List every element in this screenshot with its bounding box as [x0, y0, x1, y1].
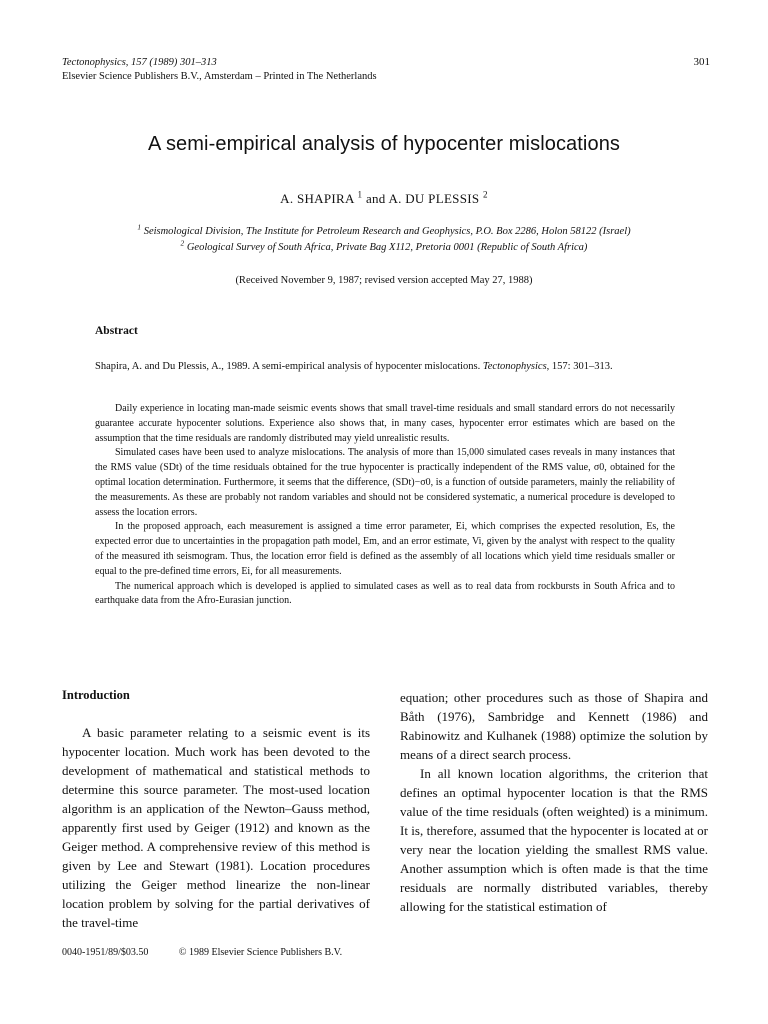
- citation-journal: Tectonophysics,: [482, 361, 550, 372]
- body-paragraph: A basic parameter relating to a seismic event is its hypocenter location. Much work has been devoted to the development of mathematical and statistical methods to determine this source parameter. The most-used location algorithm is an application of the Newton–Gauss method, apparently first used by Geiger (1912) and known as the Geiger method. A comprehensive review of this method is given by Lee and Stewart (1981). Location procedures utilizing the Geiger method linearize the non-linear location problem by solving for the partial derivatives of the travel-time: [62, 725, 370, 930]
- abstract-body: [95, 402, 675, 609]
- affiliation-1-mark: 1: [137, 222, 142, 232]
- publisher-line: Elsevier Science Publishers B.V., Amsterdam – Printed in The Netherlands: [62, 71, 377, 82]
- affiliation-1-text: Seismological Division, The Institute for Petroleum Research and Geophysics, P.O. Box 2286, Holon 58122 (Israel): [143, 226, 631, 237]
- left-column: [62, 723, 370, 932]
- right-column: [400, 688, 708, 916]
- affiliation-2: [0, 240, 768, 256]
- body-paragraph: In all known location algorithms, the criterion that defines an optimal hypocenter location is that the RMS value of the time residuals (often weighted) is a minimum. It is, therefore, assumed that the hypocenter is located at or very near the location yielding the smallest RMS value. Another assumption which is often made is that the time residuals are normally distributed variables, thereby allowing for the statistical estimation of: [400, 766, 708, 914]
- abstract-paragraph: The numerical approach which is developed is applied to simulated cases as well as to real data from rockbursts in South Africa and to earthquake data from the Afro-Eurasian junction.: [95, 580, 675, 607]
- paper-title: A semi-empirical analysis of hypocenter mislocations: [147, 133, 621, 155]
- author-2-affil-mark: 2: [482, 189, 488, 200]
- author-2: A. DU PLESSIS: [388, 191, 480, 206]
- section-heading-introduction: Introduction: [62, 688, 130, 702]
- affiliations: [0, 224, 768, 256]
- citation-authors-title: Shapira, A. and Du Plessis, A., 1989. A semi-empirical analysis of hypocenter mislocations.: [95, 361, 483, 372]
- abstract-paragraph: Daily experience in locating man-made seismic events shows that small travel-time residuals and small standard errors do not necessarily guarantee accurate hypocenter solutions. Experience also shows that, in many cases, hypocenter error estimates which are based on the assumption that the time residuals are randomly distributed may yield unrealistic results.: [95, 403, 675, 444]
- running-header: [62, 56, 377, 84]
- body-paragraph: equation; other procedures such as those of Shapira and Båth (1976), Sambridge and Kennett (1986) and Rabinowitz and Kulhanek (1988) optimize the solution by means of a direct search process.: [400, 690, 708, 762]
- abstract-paragraph: In the proposed approach, each measurement is assigned a time error parameter, Ei, which comprises the expected resolution, Es, the expected error due to uncertainties in the propagation path model, Em, and an error estimate, Vi, given by the analyst with respect to the quality of the measured ith seismogram. Thus, the location error field is defined as the assembly of all locations which yield time residuals smaller or equal to the pre-defined time errors, Ei, for all measurements.: [95, 521, 675, 577]
- copyright-notice: © 1989 Elsevier Science Publishers B.V.: [178, 947, 343, 958]
- journal-citation-line: Tectonophysics, 157 (1989) 301–313: [62, 57, 217, 68]
- received-dates: (Received November 9, 1987; revised version accepted May 27, 1988): [235, 275, 533, 286]
- page-footer: [62, 947, 370, 958]
- issn-price-code: 0040-1951/89/$03.50: [62, 947, 149, 958]
- author-conjunction: and: [365, 191, 389, 206]
- author-1-affil-mark: 1: [357, 189, 363, 200]
- author-line: [0, 191, 768, 207]
- affiliation-1: [0, 224, 768, 240]
- affiliation-2-mark: 2: [180, 238, 185, 248]
- page-number: 301: [693, 56, 710, 68]
- abstract-paragraph: Simulated cases have been used to analyze mislocations. The analysis of more than 15,000 simulated cases reveals in many instances that the RMS value (SDt) of the time residuals obtained for the true hypocenter is practically independent of the RMS value, σ0, obtained for the optimal location determination. Furthermore, it seems that the difference, (SDt)−σ0, is a function of outside parameters, mainly the reliability of the measurements. As these are probably not random variables and should not be considered systematic, a numerical procedure is developed to assess the location errors.: [95, 447, 675, 518]
- author-1: A. SHAPIRA: [280, 191, 354, 206]
- citation-volume-pages: 157: 301–313.: [549, 361, 613, 372]
- abstract-citation: [95, 359, 689, 374]
- affiliation-2-text: Geological Survey of South Africa, Private Bag X112, Pretoria 0001 (Republic of South Africa): [186, 242, 588, 253]
- abstract-heading: Abstract: [95, 325, 138, 337]
